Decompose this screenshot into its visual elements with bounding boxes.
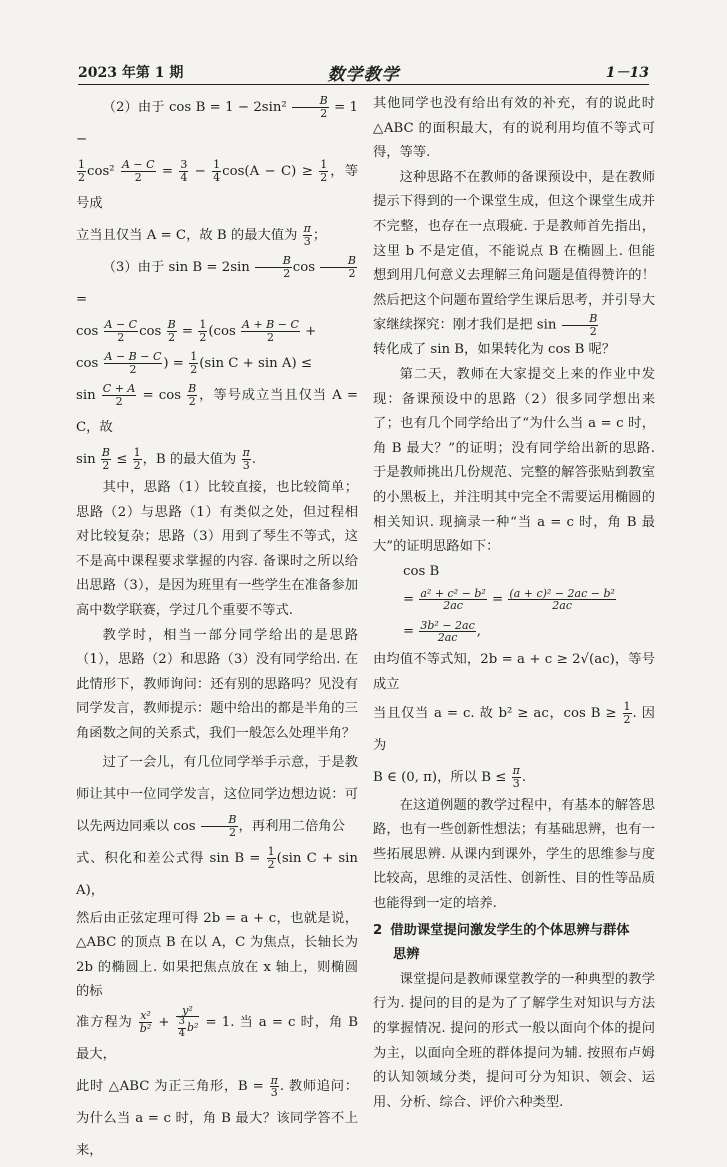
paragraph-student-4: 准方程为 $\frac{\text{x²}}{\text{b²}}$ + y² $\frac{3}{4}$ b² = 1. 当 a = c 时，角 B 最大， (76, 1003, 358, 1063)
paragraph-student-3: 然后由正弦定理可得 2b = a + c，也就是说，△ABC 的顶点 B 在以 A，C 为焦点，长轴长为 2b 的椭圆上. 如果把焦点放在 x 轴上，则椭圆的标 (76, 910, 358, 1000)
right-column (373, 92, 655, 1115)
paragraph-student-5: 此时 △ABC 为正三角形，B = $\frac{\pi}{3}$ . 教师追问：为什么当 a = c 时，角 B 最大？该同学答不上来， (76, 1073, 358, 1159)
paragraph-teaching: 教学时，相当一部分同学给出的是思路（1），思路（2）和思路（3）没有同学给出. 在此情形下，教师询问：还有别的思路吗？见没有同学发言，教师提示：题中给出的都是半角的三角函数之间的关系式，我们一般怎么处理半角？ (76, 627, 358, 741)
section-number: 2 (373, 922, 383, 938)
left-column (76, 92, 358, 1167)
proof-cosB: cos B (403, 563, 440, 579)
solution-2-cont: $\frac{1}{2}$ cos² $\frac{A - C}{2}$ = $\frac{3}{4}$ − $\frac{1}{4}$ cos(A − C) ≥ $\frac{1}{2}$ ，等号成 (76, 158, 358, 211)
section-heading (373, 919, 655, 968)
solution-3-line4: sin $\frac{C + A}{2}$ = cos $\frac{B}{2}$ ，等号成立当且仅当 A = C，故 (76, 382, 358, 435)
solution-3: （3）由于 sin B = 2sin $\frac{B}{2}$ cos $\frac{B}{2}$ = (76, 254, 356, 307)
proof-conclusion-1: 由均值不等式知，2b = a + c ≥ 2√(ac)，等号成立 (373, 652, 655, 693)
paragraph-student: 过了一会儿，有几位同学举手示意，于是教师让其中一位同学发言，这位同学边想边说：可以先两边同乘以 cos $\frac{B}{2}$ ，再利用二倍角公 (76, 754, 358, 839)
issue-label: 2023 年第 1 期 (78, 65, 184, 81)
journal-title: 数学教学 (327, 65, 400, 85)
section-title: 借助课堂提问激发学生的个体思辨与群体 (390, 922, 630, 938)
header-rule (78, 84, 649, 85)
proof-conclusion-3: B ∈ (0, π)，所以 B ≤ $\frac{\pi}{3}$ . (373, 764, 527, 790)
solution-3-line2: cos $\frac{A - C}{2}$ cos $\frac{B}{2}$ = $\frac{1}{2}$ (cos $\frac{A + B - C}{2}$ + (76, 318, 317, 344)
paragraph-others: 其他同学也没有给出有效的补充，有的说此时 △ABC 的面积最大，有的说利用均值不等式可得，等等. (373, 96, 655, 161)
solution-3-line3: cos $\frac{A - B - C}{2}$ ) = $\frac{1}{2}$ (sin C + sin A) ≤ (76, 350, 313, 376)
paragraph-next-day: 第二天，教师在大家提交上来的作业中发现：备课预设中的思路（2）很多同学想出来了；也有几个同学给出了“为什么当 a = c 时，角 B 最大？”的证明；没有同学给出新的思路. 于是教师挑出几份规范、完整的解答张贴到教室的小黑板上，并注明其中完全不需要运用椭圆的相关知识. 现摘录一种“当 a = c 时，角 B 最大”的证明思路如下： (373, 367, 655, 555)
solution-3-line5: sin $\frac{B}{2}$ ≤ $\frac{1}{2}$ ，B 的最大值为 $\frac{\pi}{3}$ . (76, 446, 257, 472)
proof-line-2: = $\frac{\text{3b² − 2ac}}{2ac}$ , (403, 618, 481, 645)
solution-2: （2）由于 cos B = 1 − 2sin² $\frac{B}{2}$ = 1 − (76, 94, 358, 147)
fraction: $\frac{B}{2}$ (292, 95, 329, 119)
paragraph-student-2: 式、积化和差公式得 sin B = $\frac{1}{2}$ (sin C + sin A)， (76, 844, 358, 898)
proof-line-1: = $\frac{\text{a² + c² − b²}}{2ac}$ = $\frac{\text{(a + c)² − 2ac − b²}}{2ac}$ (403, 586, 615, 613)
section-title-cont: 思辨 (393, 947, 420, 963)
paragraph-evaluation: 这种思路不在教师的备课预设中，是在教师提示下得到的一个课堂生成，但这个课堂生成并不完整，也存在一点瑕疵. 于是教师首先指出，这里 b 不是定值，不能说点 B 在椭圆上. 但能想到用几何意义去理解三角问题是值得赞许的！然后把这个问题布置给学生课后思考，并引导大家继续探究：刚才我们是把 sin $\frac{B}{2}$ (373, 169, 655, 338)
page-number: 1－13 (605, 65, 649, 81)
running-header (78, 62, 649, 84)
paragraph-questioning: 课堂提问是教师课堂教学的一种典型的教学行为. 提问的目的是为了了解学生对知识与方法的掌握情况. 提问的形式一般以面向个体的提问为主，以面向全班的群体提问为辅. 按照布卢姆的认知领域分类，提问可分为知识、领会、运用、分析、综合、评价六种类型. (373, 971, 655, 1110)
paragraph-summary: 在这道例题的教学过程中，有基本的解答思路，也有一些创新性想法；有基础思辨，也有一些拓展思辨. 从课内到课外，学生的思维参与度比较高，思维的灵活性、创新性、目的性等品质也能得到一定的培养. (373, 797, 655, 911)
paragraph-comparison: 其中，思路（1）比较直接，也比较简单；思路（2）与思路（1）有类似之处，但过程相对比较复杂；思路（3）用到了琴生不等式，这不是高中课程要求掌握的内容. 备课时之所以给出思路（3），是因为班里有一些学生在准备参加高中数学联赛，学过几个重要不等式. (76, 480, 358, 618)
proof-conclusion-2: 当且仅当 a = c. 故 b² ≥ ac，cos B ≥ $\frac{1}{2}$ . 因为 (373, 700, 655, 753)
paragraph-evaluation-end: 转化成了 sin B，如果转化为 cos B 呢？ (373, 342, 616, 358)
solution-2-end: 立当且仅当 A = C，故 B 的最大值为 $\frac{\pi}{3}$ ； (76, 222, 327, 248)
